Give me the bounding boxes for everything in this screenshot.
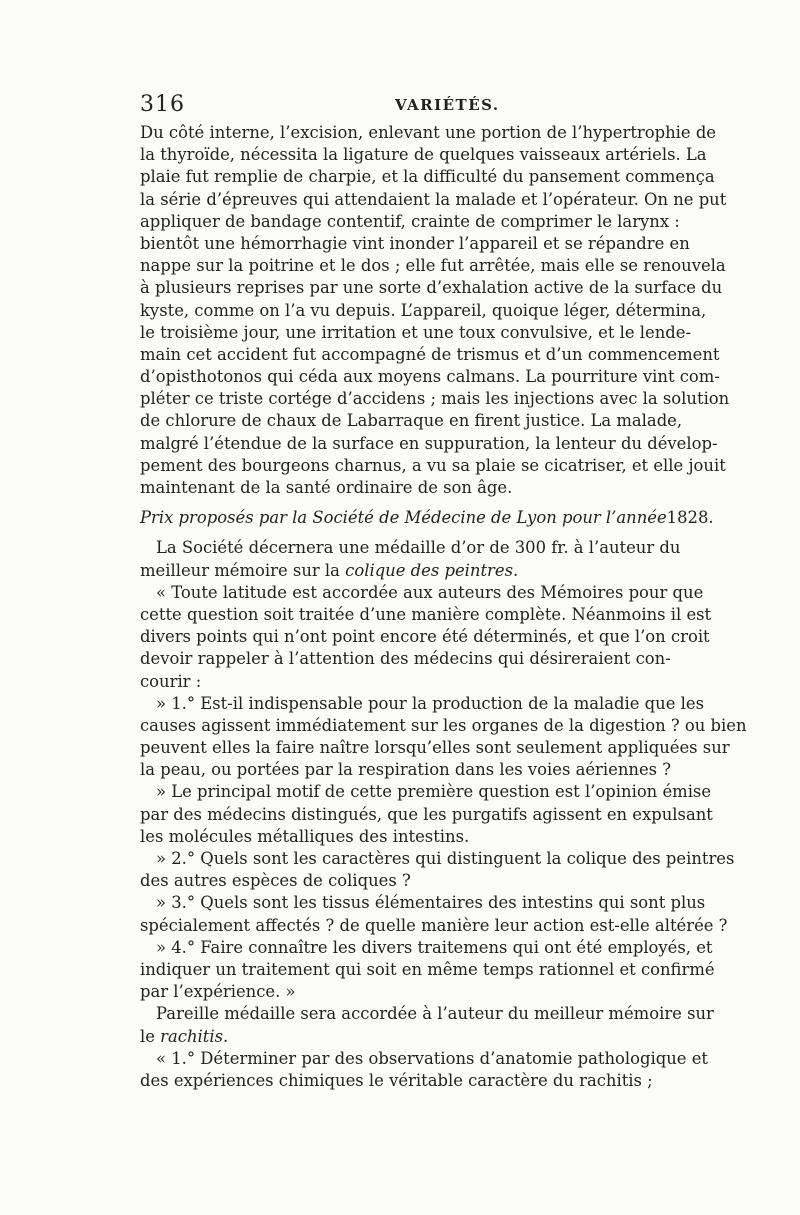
text-line: indiquer un traitement qui soit en même temps rationnel et confirmé [140,959,715,979]
text-line: spécialement affectés ? de quelle manière leur action est-elle altérée ? [140,915,728,935]
text-line: divers points qui n’ont point encore été déterminés, et que l’on croit [140,627,710,647]
text-line: nappe sur la poitrine et le dos ; elle fut arrêtée, mais elle se renouvela [140,256,726,276]
text-line: cette question soit traitée d’une manière complète. Néanmoins il est [140,604,712,624]
body-text [140,122,747,1092]
text-line [140,560,666,582]
text-line: » 1.° Est-il indispensable pour la production de la maladie que les [156,693,704,713]
text-line: les molécules métalliques des intestins. [140,826,470,846]
text-line [140,1026,666,1048]
text-line: courir : [140,671,202,691]
text-line: la peau, ou portées par la respiration dans les voies aériennes ? [140,760,672,780]
running-title: VARIÉTÉS. [395,96,500,114]
text-line: » 2.° Quels sont les caractères qui distinguent la colique des peintres [156,849,735,868]
section-title [140,507,714,529]
emphasis-colique: colique des peintres [345,560,513,580]
text-line: bientôt une hémorrhagie vint inonder l’appareil et se répandre en [140,233,690,253]
text-fragment: le [140,1026,161,1046]
text-line: malgré l’étendue de la surface en suppuration, la lenteur du dévelop- [140,433,718,453]
section-title-text: Prix proposés par la Société de Médecine de Lyon pour l’année [140,508,667,528]
page-header [140,92,660,122]
text-fragment: meilleur mémoire sur la [140,560,346,580]
text-line: appliquer de bandage contentif, crainte de comprimer le larynx : [140,211,680,231]
text-line: par des médecins distingués, que les purgatifs agissent en expulsant [140,804,713,824]
text-line: le troisième jour, une irritation et une toux convulsive, et le lende- [140,322,692,342]
text-line: » 4.° Faire connaître les divers traitemens qui ont été employés, et [156,937,713,957]
text-line: de chlorure de chaux de Labarraque en firent justice. La malade, [140,411,683,431]
text-line: La Société décernera une médaille d’or de 300 fr. à l’auteur du [156,538,681,558]
text-line: des expériences chimiques le véritable caractère du rachitis ; [140,1070,653,1090]
text-line: des autres espèces de coliques ? [140,871,411,891]
text-line: peuvent elles la faire naître lorsqu’elles sont seulement appliquées sur [140,738,730,758]
text-line: plaie fut remplie de charpie, et la difficulté du pansement commença [140,167,715,187]
text-line: » 3.° Quels sont les tissus élémentaires des intestins qui sont plus [156,893,706,913]
text-line: » Le principal motif de cette première question est l’opinion émise [156,782,712,802]
text-line: d’opisthotonos qui céda aux moyens calmans. La pourriture vint com- [140,367,720,387]
text-fragment: . [222,1026,229,1046]
text-line: kyste, comme on l’a vu depuis. L’appareil, quoique léger, détermina, [140,300,707,320]
text-line: pement des bourgeons charnus, a vu sa plaie se cicatriser, et elle jouit [140,455,726,475]
text-line: à plusieurs reprises par une sorte d’exhalation active de la surface du [140,278,723,298]
text-line: main cet accident fut accompagné de trismus et d’un commencement [140,344,720,364]
text-line: causes agissent immédiatement sur les organes de la digestion ? ou bien [140,715,747,735]
text-line: la série d’épreuves qui attendaient la malade et l’opérateur. On ne put [140,189,727,209]
text-line: Pareille médaille sera accordée à l’auteur du meilleur mémoire sur [156,1004,714,1024]
section-title-year: 1828. [666,508,714,528]
text-line: « 1.° Déterminer par des observations d’anatomie pathologique et [156,1048,708,1068]
text-fragment: . [512,560,519,580]
text-line: Du côté interne, l’excision, enlevant une portion de l’hypertrophie de [140,123,717,142]
text-line: « Toute latitude est accordée aux auteurs des Mémoires pour que [156,582,704,602]
emphasis-rachitis: rachitis [160,1026,223,1046]
text-line: maintenant de la santé ordinaire de son âge. [140,478,513,497]
page-number: 316 [140,92,185,117]
text-line: devoir rappeler à l’attention des médecins qui désireraient con- [140,649,671,669]
text-line: par l’expérience. » [140,982,296,1002]
text-line: la thyroïde, nécessita la ligature de quelques vaisseaux artériels. La [140,145,707,165]
text-line: pléter ce triste cortége d’accidens ; mais les injections avec la solution [140,389,730,409]
